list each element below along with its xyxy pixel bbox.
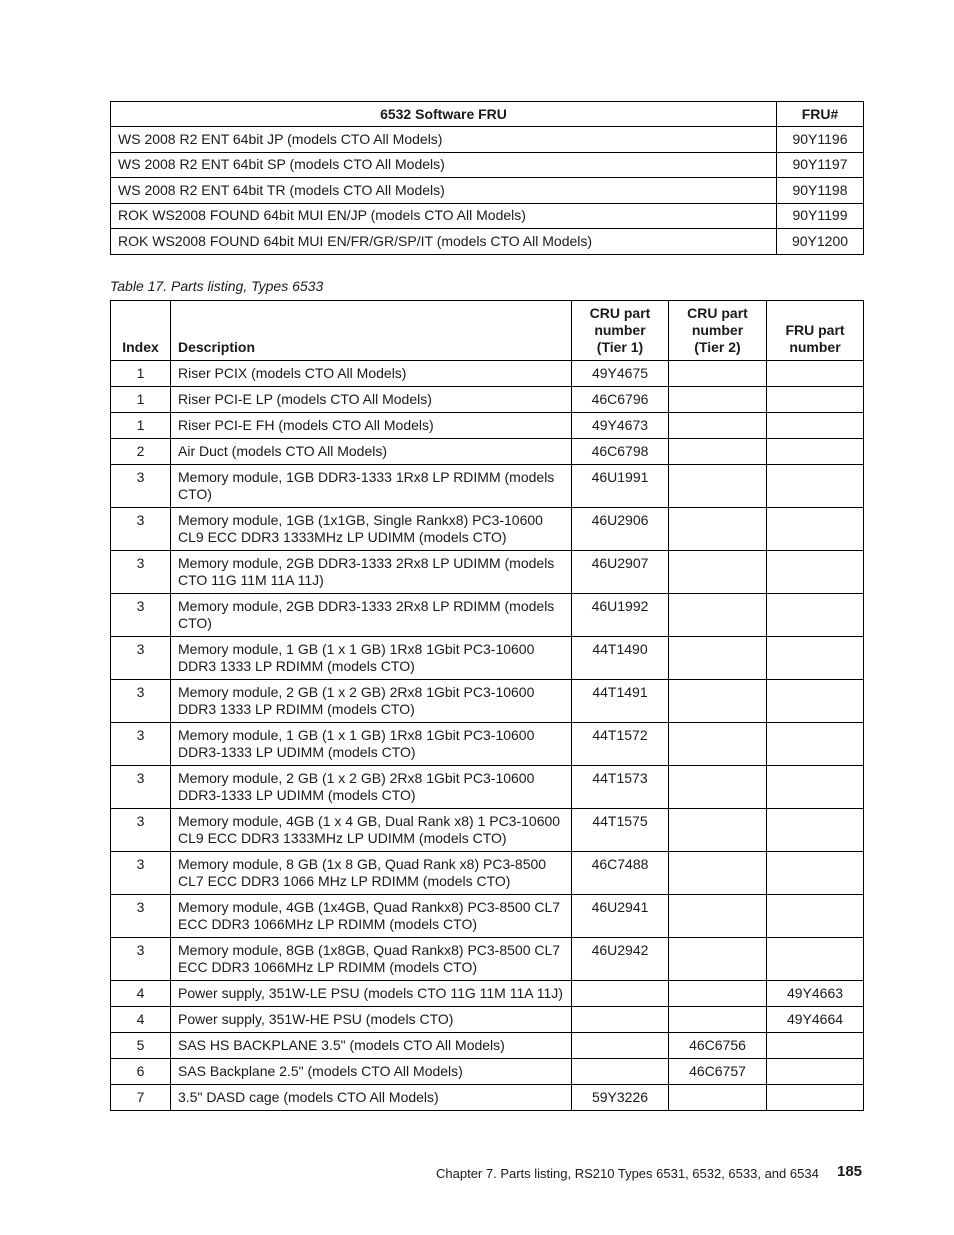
fru-part-cell xyxy=(767,594,864,637)
fru-part-cell xyxy=(767,1059,864,1085)
index-cell: 3 xyxy=(111,723,171,766)
description-cell: Memory module, 8GB (1x8GB, Quad Rankx8) PC3-8500 CL7 ECC DDR3 1066MHz LP RDIMM (models CTO) xyxy=(171,938,572,981)
table-row xyxy=(111,387,864,413)
description-cell: Memory module, 4GB (1x4GB, Quad Rankx8) PC3-8500 CL7 ECC DDR3 1066MHz LP RDIMM (models CTO) xyxy=(171,895,572,938)
description-cell: Riser PCI-E LP (models CTO All Models) xyxy=(171,387,572,413)
header-fru-number: FRU# xyxy=(777,102,864,127)
parts-listing-table xyxy=(110,300,864,1111)
table-row xyxy=(111,594,864,637)
cru-tier1-cell: 44T1491 xyxy=(572,680,669,723)
table-row xyxy=(111,1007,864,1033)
table-row xyxy=(111,551,864,594)
description-cell: Air Duct (models CTO All Models) xyxy=(171,439,572,465)
cru-tier2-cell xyxy=(669,809,767,852)
cru-tier1-cell: 44T1490 xyxy=(572,637,669,680)
cru-tier2-cell xyxy=(669,551,767,594)
header-cru-tier1-line2: number xyxy=(594,322,646,338)
table-row xyxy=(111,127,864,153)
description-cell: Memory module, 4GB (1 x 4 GB, Dual Rank x8) 1 PC3-10600 CL9 ECC DDR3 1333MHz LP UDIMM (models CTO) xyxy=(171,809,572,852)
index-cell: 3 xyxy=(111,465,171,508)
cru-tier2-cell xyxy=(669,981,767,1007)
cru-tier2-cell xyxy=(669,387,767,413)
fru-number: 90Y1198 xyxy=(777,178,864,204)
table-row xyxy=(111,938,864,981)
header-cru-tier2-line2: number xyxy=(691,322,744,338)
table-row xyxy=(111,895,864,938)
fru-part-cell xyxy=(767,766,864,809)
header-cru-tier2-line1: CRU part xyxy=(687,305,748,321)
description-cell: Memory module, 1 GB (1 x 1 GB) 1Rx8 1Gbit PC3-10600 DDR3-1333 LP UDIMM (models CTO) xyxy=(171,723,572,766)
software-name: WS 2008 R2 ENT 64bit TR (models CTO All Models) xyxy=(111,178,777,204)
cru-tier1-cell: 49Y4673 xyxy=(572,413,669,439)
table-row xyxy=(111,723,864,766)
cru-tier1-cell: 46U1991 xyxy=(572,465,669,508)
index-cell: 2 xyxy=(111,439,171,465)
description-cell: Power supply, 351W-LE PSU (models CTO 11G 11M 11A 11J) xyxy=(171,981,572,1007)
description-cell: Memory module, 2 GB (1 x 2 GB) 2Rx8 1Gbit PC3-10600 DDR3 1333 LP RDIMM (models CTO) xyxy=(171,680,572,723)
table-row xyxy=(111,439,864,465)
table-row xyxy=(111,413,864,439)
cru-tier2-cell xyxy=(669,852,767,895)
index-cell: 3 xyxy=(111,809,171,852)
fru-number: 90Y1200 xyxy=(777,229,864,255)
table-row xyxy=(111,152,864,178)
header-software-fru: 6532 Software FRU xyxy=(111,102,777,127)
cru-tier2-cell xyxy=(669,465,767,508)
page-footer: Chapter 7. Parts listing, RS210 Types 6531, 6532, 6533, and 6534 xyxy=(436,1166,819,1181)
header-fru-part xyxy=(767,301,864,361)
description-cell: Riser PCI-E FH (models CTO All Models) xyxy=(171,413,572,439)
header-fru-part-line1: FRU part xyxy=(785,322,845,338)
cru-tier1-cell: 46C7488 xyxy=(572,852,669,895)
cru-tier2-cell xyxy=(669,1007,767,1033)
table-row xyxy=(111,229,864,255)
table-row xyxy=(111,1059,864,1085)
description-cell: SAS HS BACKPLANE 3.5" (models CTO All Models) xyxy=(171,1033,572,1059)
fru-part-cell xyxy=(767,413,864,439)
fru-part-cell xyxy=(767,809,864,852)
table-row xyxy=(111,508,864,551)
fru-part-cell xyxy=(767,387,864,413)
header-cru-tier1-line1: CRU part xyxy=(589,305,651,321)
table-row xyxy=(111,1033,864,1059)
table-row xyxy=(111,361,864,387)
fru-number: 90Y1197 xyxy=(777,152,864,178)
cru-tier2-cell xyxy=(669,413,767,439)
fru-number: 90Y1196 xyxy=(777,127,864,153)
cru-tier2-cell xyxy=(669,895,767,938)
table-header-row xyxy=(111,301,864,361)
cru-tier2-cell xyxy=(669,723,767,766)
table-row xyxy=(111,680,864,723)
description-cell: SAS Backplane 2.5" (models CTO All Models) xyxy=(171,1059,572,1085)
fru-part-cell xyxy=(767,680,864,723)
fru-part-cell: 49Y4664 xyxy=(767,1007,864,1033)
cru-tier2-cell xyxy=(669,439,767,465)
fru-number: 90Y1199 xyxy=(777,203,864,229)
table-row xyxy=(111,203,864,229)
cru-tier1-cell: 46C6798 xyxy=(572,439,669,465)
description-cell: Riser PCIX (models CTO All Models) xyxy=(171,361,572,387)
index-cell: 3 xyxy=(111,895,171,938)
fru-part-cell xyxy=(767,852,864,895)
header-description: Description xyxy=(171,301,572,361)
description-cell: Memory module, 1GB DDR3-1333 1Rx8 LP RDIMM (models CTO) xyxy=(171,465,572,508)
cru-tier2-cell xyxy=(669,766,767,809)
index-cell: 3 xyxy=(111,637,171,680)
cru-tier1-cell: 46U2942 xyxy=(572,938,669,981)
index-cell: 4 xyxy=(111,981,171,1007)
software-fru-table xyxy=(110,101,864,255)
cru-tier2-cell: 46C6757 xyxy=(669,1059,767,1085)
page-number: 185 xyxy=(837,1163,863,1180)
fru-part-cell xyxy=(767,938,864,981)
fru-part-cell xyxy=(767,465,864,508)
cru-tier2-cell xyxy=(669,637,767,680)
index-cell: 3 xyxy=(111,938,171,981)
cru-tier1-cell xyxy=(572,1033,669,1059)
fru-part-cell xyxy=(767,723,864,766)
description-cell: Memory module, 1 GB (1 x 1 GB) 1Rx8 1Gbit PC3-10600 DDR3 1333 LP RDIMM (models CTO) xyxy=(171,637,572,680)
cru-tier1-cell: 46C6796 xyxy=(572,387,669,413)
table-row xyxy=(111,981,864,1007)
cru-tier2-cell xyxy=(669,680,767,723)
fru-part-cell xyxy=(767,637,864,680)
description-cell: Power supply, 351W-HE PSU (models CTO) xyxy=(171,1007,572,1033)
software-name: ROK WS2008 FOUND 64bit MUI EN/FR/GR/SP/IT (models CTO All Models) xyxy=(111,229,777,255)
index-cell: 1 xyxy=(111,387,171,413)
index-cell: 3 xyxy=(111,551,171,594)
cru-tier2-cell xyxy=(669,1085,767,1111)
index-cell: 6 xyxy=(111,1059,171,1085)
description-cell: 3.5" DASD cage (models CTO All Models) xyxy=(171,1085,572,1111)
index-cell: 7 xyxy=(111,1085,171,1111)
cru-tier1-cell xyxy=(572,1059,669,1085)
table-row xyxy=(111,766,864,809)
header-fru-part-line2: number xyxy=(789,339,841,355)
cru-tier1-cell: 44T1575 xyxy=(572,809,669,852)
fru-part-cell xyxy=(767,361,864,387)
table-row xyxy=(111,465,864,508)
cru-tier2-cell xyxy=(669,938,767,981)
index-cell: 3 xyxy=(111,852,171,895)
cru-tier1-cell: 49Y4675 xyxy=(572,361,669,387)
cru-tier2-cell xyxy=(669,508,767,551)
index-cell: 3 xyxy=(111,594,171,637)
table-header-row xyxy=(111,102,864,127)
fru-part-cell xyxy=(767,895,864,938)
cru-tier1-cell: 46U2907 xyxy=(572,551,669,594)
description-cell: Memory module, 2GB DDR3-1333 2Rx8 LP UDIMM (models CTO 11G 11M 11A 11J) xyxy=(171,551,572,594)
table-row xyxy=(111,1085,864,1111)
index-cell: 4 xyxy=(111,1007,171,1033)
fru-part-cell xyxy=(767,1085,864,1111)
cru-tier1-cell: 46U1992 xyxy=(572,594,669,637)
fru-part-cell xyxy=(767,508,864,551)
cru-tier1-cell: 46U2906 xyxy=(572,508,669,551)
description-cell: Memory module, 2 GB (1 x 2 GB) 2Rx8 1Gbit PC3-10600 DDR3-1333 LP UDIMM (models CTO) xyxy=(171,766,572,809)
cru-tier1-cell: 44T1573 xyxy=(572,766,669,809)
index-cell: 3 xyxy=(111,766,171,809)
header-cru-tier2 xyxy=(669,301,767,361)
fru-part-cell: 49Y4663 xyxy=(767,981,864,1007)
table-caption: Table 17. Parts listing, Types 6533 xyxy=(110,278,324,294)
cru-tier1-cell: 59Y3226 xyxy=(572,1085,669,1111)
cru-tier1-cell: 44T1572 xyxy=(572,723,669,766)
table-row xyxy=(111,809,864,852)
cru-tier1-cell: 46U2941 xyxy=(572,895,669,938)
index-cell: 5 xyxy=(111,1033,171,1059)
description-cell: Memory module, 1GB (1x1GB, Single Rankx8) PC3-10600 CL9 ECC DDR3 1333MHz LP UDIMM (models CTO) xyxy=(171,508,572,551)
cru-tier1-cell xyxy=(572,981,669,1007)
table-row xyxy=(111,637,864,680)
header-cru-tier1-line3: (Tier 1) xyxy=(596,339,644,355)
cru-tier2-cell xyxy=(669,361,767,387)
cru-tier2-cell xyxy=(669,594,767,637)
fru-part-cell xyxy=(767,439,864,465)
index-cell: 1 xyxy=(111,413,171,439)
software-name: WS 2008 R2 ENT 64bit SP (models CTO All Models) xyxy=(111,152,777,178)
index-cell: 1 xyxy=(111,361,171,387)
description-cell: Memory module, 2GB DDR3-1333 2Rx8 LP RDIMM (models CTO) xyxy=(171,594,572,637)
fru-part-cell xyxy=(767,1033,864,1059)
header-cru-tier2-line3: (Tier 2) xyxy=(694,339,741,355)
cru-tier2-cell: 46C6756 xyxy=(669,1033,767,1059)
table-row xyxy=(111,178,864,204)
index-cell: 3 xyxy=(111,508,171,551)
cru-tier1-cell xyxy=(572,1007,669,1033)
description-cell: Memory module, 8 GB (1x 8 GB, Quad Rank x8) PC3-8500 CL7 ECC DDR3 1066 MHz LP RDIMM (models CTO) xyxy=(171,852,572,895)
fru-part-cell xyxy=(767,551,864,594)
header-cru-tier1 xyxy=(572,301,669,361)
table-row xyxy=(111,852,864,895)
software-name: ROK WS2008 FOUND 64bit MUI EN/JP (models CTO All Models) xyxy=(111,203,777,229)
index-cell: 3 xyxy=(111,680,171,723)
header-index: Index xyxy=(111,301,171,361)
software-name: WS 2008 R2 ENT 64bit JP (models CTO All Models) xyxy=(111,127,777,153)
